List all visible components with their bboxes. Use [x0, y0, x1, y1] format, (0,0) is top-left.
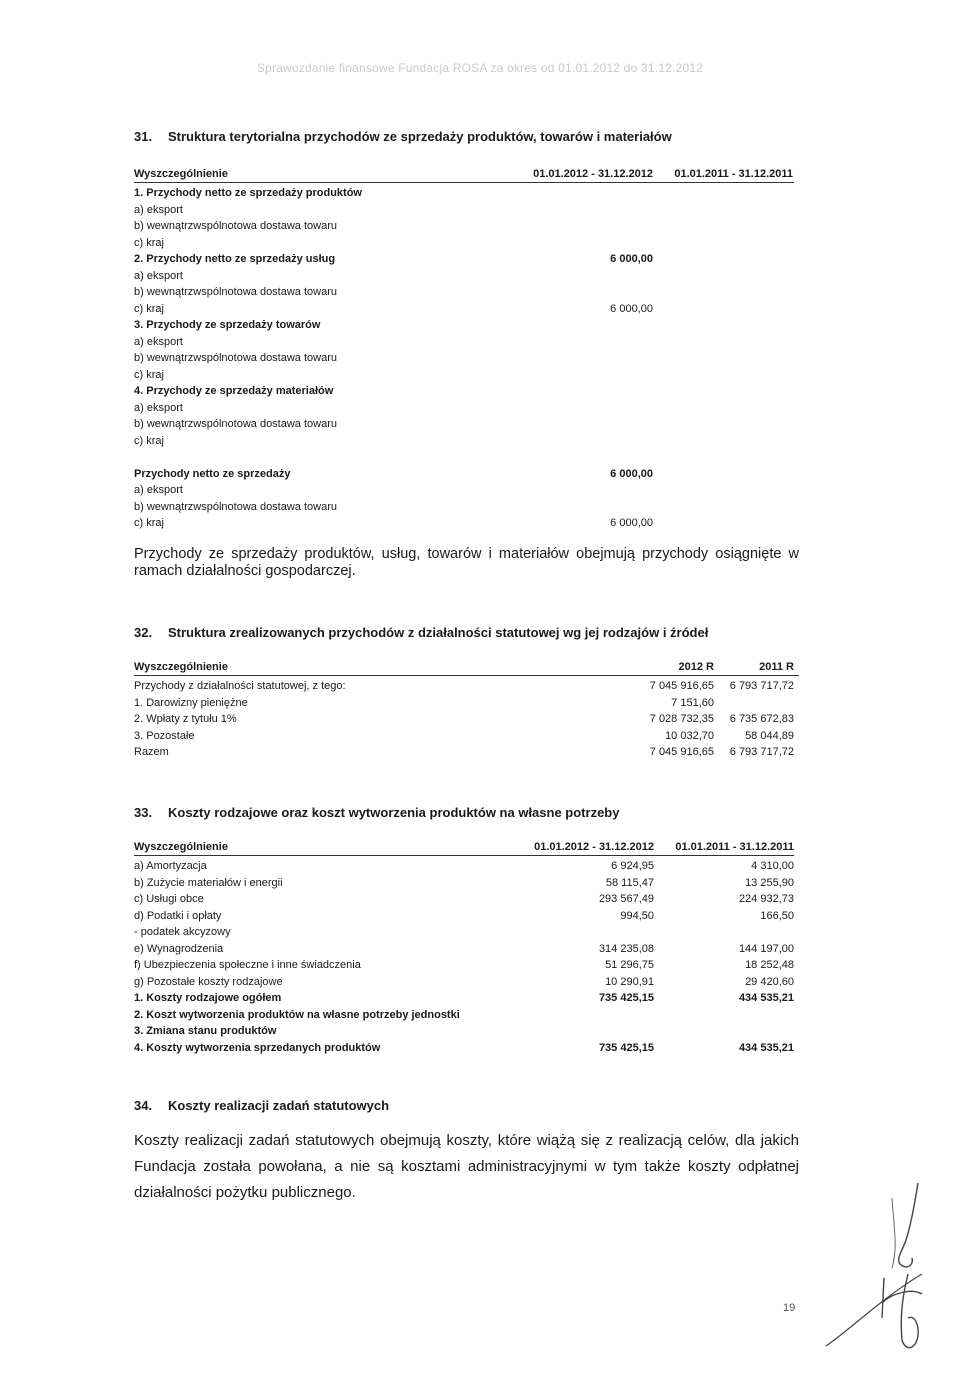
row-label: b) wewnątrzwspólnotowa dostawa towaru	[134, 500, 337, 513]
table-row	[134, 515, 794, 532]
section-32-title	[134, 625, 708, 640]
row-label: b) wewnątrzwspólnotowa dostawa towaru	[134, 220, 337, 232]
table-row	[134, 957, 794, 974]
table-row	[134, 317, 794, 334]
row-value-1: 735 425,15	[598, 992, 654, 1004]
signature-mark	[822, 1178, 932, 1358]
section-31-title	[134, 129, 672, 144]
row-value-1: 6 000,00	[610, 302, 653, 315]
table-33-header	[134, 840, 794, 856]
row-value-1: 6 924,95	[611, 860, 654, 872]
table-33-header-label: Wyszczególnienie	[134, 841, 228, 853]
table-row	[134, 400, 794, 417]
row-value-2: 6 793 717,72	[729, 680, 794, 692]
row-value-1: 7 151,60	[671, 696, 714, 709]
row-value-1: 7 028 732,35	[649, 713, 714, 725]
table-31-header-col2: 01.01.2011 - 31.12.2011	[674, 168, 793, 180]
table-row	[134, 367, 794, 384]
table-33-header-col2: 01.01.2011 - 31.12.2011	[675, 841, 794, 853]
row-label: a) eksport	[134, 269, 183, 282]
row-value-1: 6 000,00	[610, 253, 653, 265]
table-row	[134, 1040, 794, 1057]
section-32-heading: Struktura zrealizowanych przychodów z działalności statutowej wg jej rodzajów i źródeł	[168, 625, 709, 640]
table-row	[134, 1023, 794, 1040]
table-33	[134, 840, 794, 1056]
table-31-header-col1: 01.01.2012 - 31.12.2012	[533, 168, 653, 180]
row-value-1: 51 296,75	[605, 959, 654, 971]
table-32-header-col1: 2012 R	[678, 661, 714, 673]
table-row	[134, 235, 794, 252]
row-label: c) kraj	[134, 434, 164, 447]
row-value-1: 7 045 916,65	[649, 746, 714, 758]
row-value-2: 434 535,21	[738, 992, 794, 1004]
table-row	[134, 350, 794, 367]
section-31-note: Przychody ze sprzedaży produktów, usług, towarów i materiałów obejmują przychody osiągnięte w ramach działalności gospodarczej.	[134, 546, 799, 579]
section-34-number: 34.	[134, 1098, 153, 1113]
table-row	[134, 924, 794, 941]
row-label: 3. Pozostałe	[134, 729, 195, 742]
row-value-1: 10 290,91	[605, 975, 654, 988]
table-row	[134, 990, 794, 1007]
table-row	[134, 284, 794, 301]
row-label: 1. Darowizny pieniężne	[134, 696, 248, 709]
row-label: c) Usługi obce	[134, 893, 204, 905]
table-row	[134, 711, 799, 728]
table-row	[134, 678, 799, 695]
section-34-text: Koszty realizacji zadań statutowych obejmują koszty, które wiążą się z realizacją celów, dla jakich Fundacja została powołana, a nie są kosztami administracyjnymi w tym także koszty odpłatnej działalności pożytku publicznego.	[134, 1132, 799, 1201]
row-label: 3. Zmiana stanu produktów	[134, 1025, 277, 1037]
row-value-2: 434 535,21	[738, 1041, 794, 1054]
table-row	[134, 728, 799, 745]
table-row	[134, 499, 794, 516]
row-label: b) wewnątrzwspólnotowa dostawa towaru	[134, 286, 337, 298]
table-31-header-label: Wyszczególnienie	[134, 168, 228, 180]
row-label: a) eksport	[134, 484, 183, 496]
section-32-number: 32.	[134, 625, 153, 640]
section-33-heading: Koszty rodzajowe oraz koszt wytworzenia produktów na własne potrzeby	[168, 805, 620, 820]
row-value-1: 6 000,00	[610, 517, 653, 529]
table-row	[134, 433, 794, 450]
table-32-header	[134, 660, 799, 676]
row-label: - podatek akcyzowy	[134, 926, 231, 938]
table-row	[134, 449, 794, 466]
row-label: 2. Przychody netto ze sprzedaży usług	[134, 253, 336, 265]
section-33-title	[134, 805, 619, 820]
table-31	[134, 167, 794, 532]
row-label: g) Pozostałe koszty rodzajowe	[134, 975, 283, 988]
row-label: 2. Koszt wytworzenia produktów na własne potrzeby jednostki	[134, 1008, 460, 1021]
row-label: a) eksport	[134, 401, 183, 414]
table-row	[134, 858, 794, 875]
table-row	[134, 466, 794, 483]
table-row	[134, 301, 794, 318]
table-row	[134, 974, 794, 991]
table-row	[134, 334, 794, 351]
table-32	[134, 660, 799, 761]
row-label: d) Podatki i opłaty	[134, 909, 222, 922]
row-value-2: 18 252,48	[745, 959, 794, 971]
row-value-2: 144 197,00	[738, 942, 794, 955]
table-32-body	[134, 678, 799, 761]
table-row	[134, 185, 794, 202]
row-label: c) kraj	[134, 368, 164, 381]
row-value-2: 29 420,60	[745, 975, 794, 988]
table-32-header-col2: 2011 R	[759, 661, 794, 673]
row-label: f) Ubezpieczenia społeczne i inne świadczenia	[134, 959, 361, 971]
section-34-title	[134, 1098, 389, 1113]
row-value-2: 6 793 717,72	[729, 746, 794, 758]
table-row	[134, 891, 794, 908]
section-31-number: 31.	[134, 129, 153, 144]
row-value-1: 293 567,49	[598, 893, 654, 905]
row-label: b) Zużycie materiałów i energii	[134, 876, 283, 889]
row-value-1: 6 000,00	[610, 467, 653, 480]
row-value-2: 224 932,73	[738, 893, 794, 905]
section-33-number: 33.	[134, 805, 153, 820]
row-label: 4. Koszty wytworzenia sprzedanych produktów	[134, 1041, 381, 1054]
table-row	[134, 416, 794, 433]
row-label: c) kraj	[134, 302, 164, 315]
row-label: 2. Wpłaty z tytułu 1%	[134, 713, 237, 725]
table-row	[134, 383, 794, 400]
table-33-header-col1: 01.01.2012 - 31.12.2012	[534, 841, 654, 853]
row-value-1: 314 235,08	[598, 942, 654, 955]
table-row	[134, 908, 794, 925]
row-label: b) wewnątrzwspólnotowa dostawa towaru	[134, 418, 337, 430]
row-label: 4. Przychody ze sprzedaży materiałów	[134, 385, 334, 397]
table-33-body	[134, 858, 794, 1056]
row-value-1: 7 045 916,65	[649, 680, 714, 692]
table-row	[134, 268, 794, 285]
table-31-header	[134, 167, 794, 183]
row-label: a) eksport	[134, 335, 183, 348]
row-value-1: 994,50	[620, 909, 654, 922]
table-row	[134, 202, 794, 219]
row-label: e) Wynagrodzenia	[134, 942, 224, 955]
row-label: a) eksport	[134, 203, 183, 216]
row-value-2: 58 044,89	[745, 729, 794, 742]
row-label: 1. Koszty rodzajowe ogółem	[134, 992, 282, 1004]
row-value-1: 735 425,15	[598, 1041, 654, 1054]
table-row	[134, 941, 794, 958]
row-value-2: 6 735 672,83	[729, 713, 794, 725]
table-row	[134, 482, 794, 499]
row-value-2: 166,50	[760, 909, 794, 922]
row-label: 1. Przychody netto ze sprzedaży produktów	[134, 187, 362, 199]
section-34-heading: Koszty realizacji zadań statutowych	[168, 1098, 390, 1113]
row-value-1: 10 032,70	[665, 729, 714, 742]
row-value-2: 13 255,90	[745, 876, 794, 889]
table-row	[134, 875, 794, 892]
section-31-heading: Struktura terytorialna przychodów ze sprzedaży produktów, towarów i materiałów	[168, 129, 672, 144]
row-value-1: 58 115,47	[605, 876, 654, 889]
row-label: Przychody netto ze sprzedaży	[134, 467, 291, 480]
row-value-2: 4 310,00	[751, 860, 794, 872]
table-32-header-label: Wyszczególnienie	[134, 661, 228, 673]
row-label: c) kraj	[134, 517, 164, 529]
row-label: b) wewnątrzwspólnotowa dostawa towaru	[134, 352, 337, 364]
table-row	[134, 1007, 794, 1024]
table-row	[134, 251, 794, 268]
page-number: 19	[783, 1302, 796, 1314]
page-header: Sprawozdanie finansowe Fundacja ROSA za okres od 01.01.2012 do 31.12.2012	[256, 61, 704, 75]
table-row	[134, 744, 799, 761]
table-31-body	[134, 185, 794, 532]
row-label: Razem	[134, 746, 169, 758]
row-label: 3. Przychody ze sprzedaży towarów	[134, 319, 321, 331]
row-label: Przychody z działalności statutowej, z tego:	[134, 680, 346, 692]
row-label: a) Amortyzacja	[134, 860, 207, 872]
table-row	[134, 695, 799, 712]
table-row	[134, 218, 794, 235]
row-label: c) kraj	[134, 236, 164, 249]
